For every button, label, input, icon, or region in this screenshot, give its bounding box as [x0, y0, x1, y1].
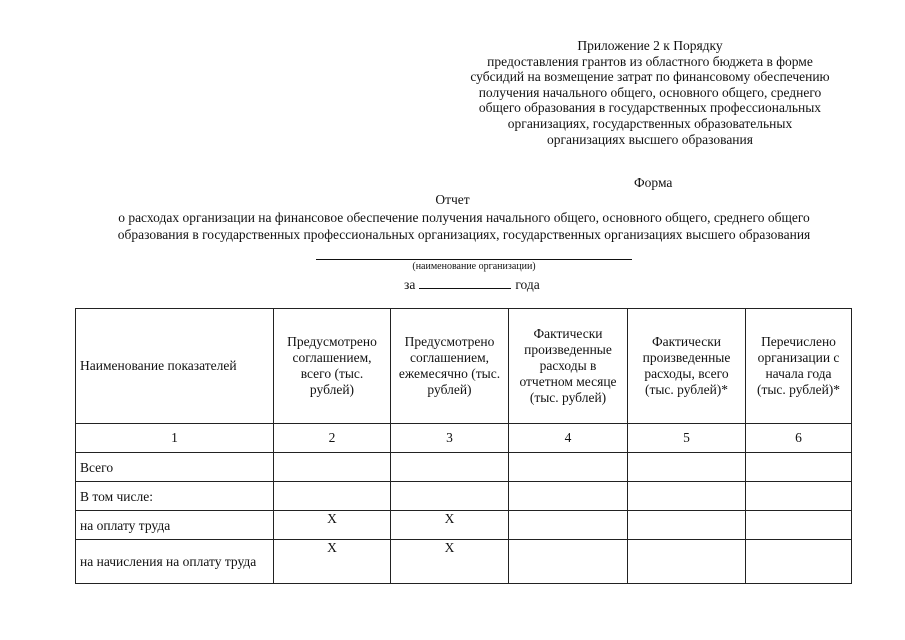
period-blank-line: [419, 276, 511, 289]
column-header: Перечислено организации с начала года (тыс. рублей)*: [746, 309, 852, 424]
table-cell: [509, 540, 628, 584]
table-cell: [391, 453, 509, 482]
appendix-line: общего образования в государственных профессиональных: [478, 100, 822, 116]
column-header: Фактически произведенные расходы, всего (тыс. рублей)*: [628, 309, 746, 424]
table-cell: X: [274, 511, 391, 540]
table-cell: X: [391, 511, 509, 540]
table-header-row: [76, 309, 852, 424]
column-number: 1: [76, 424, 274, 453]
form-label: Форма: [634, 175, 673, 190]
table-row: [76, 482, 852, 511]
report-title: Отчет: [435, 192, 470, 207]
row-label: Всего: [76, 453, 274, 482]
column-number: 3: [391, 424, 509, 453]
appendix-line: организациях высшего образования: [547, 131, 753, 147]
column-number: 5: [628, 424, 746, 453]
table-cell: [628, 511, 746, 540]
column-number: 2: [274, 424, 391, 453]
table-row: [76, 511, 852, 540]
table-cell: [746, 511, 852, 540]
table-cell: [746, 482, 852, 511]
table-cell: [628, 453, 746, 482]
table-row: [76, 453, 852, 482]
column-header: Фактически произведенные расходы в отчетном месяце (тыс. рублей): [509, 309, 628, 424]
report-subtitle: [40, 209, 888, 243]
table-cell: [746, 453, 852, 482]
column-number: 6: [746, 424, 852, 453]
column-number-row: [76, 424, 852, 453]
period-suffix: года: [515, 277, 540, 292]
appendix-header: [430, 38, 870, 147]
row-label: В том числе:: [76, 482, 274, 511]
column-number: 4: [509, 424, 628, 453]
appendix-line: предоставления грантов из областного бюджета в форме: [487, 53, 813, 69]
table-cell: [509, 482, 628, 511]
table-cell: [509, 453, 628, 482]
table-cell: X: [274, 540, 391, 584]
table-row: [76, 540, 852, 584]
column-header: Предусмотрено соглашением, всего (тыс. рублей): [274, 309, 391, 424]
report-period: [404, 276, 540, 293]
appendix-line: получения начального общего, основного общего, среднего: [478, 84, 822, 100]
column-header: Предусмотрено соглашением, ежемесячно (тыс. рублей): [391, 309, 509, 424]
table-cell: [391, 482, 509, 511]
organization-name-line: [316, 259, 632, 260]
expense-report-table: [75, 308, 852, 584]
appendix-line: субсидий на возмещение затрат по финансовому обеспечению: [470, 69, 830, 85]
table-cell: [746, 540, 852, 584]
row-label: на оплату труда: [76, 511, 274, 540]
table-cell: X: [391, 540, 509, 584]
report-subtitle-line: о расходах организации на финансовое обеспечение получения начального общего, основного общего, среднего общего: [118, 210, 810, 225]
organization-name-caption: (наименование организации): [412, 261, 536, 272]
table-cell: [274, 453, 391, 482]
row-label: на начисления на оплату труда: [76, 540, 274, 584]
appendix-line: Приложение 2 к Порядку: [577, 38, 723, 53]
report-subtitle-line: образования в государственных профессиональных организациях, государственных организациях высшего образования: [117, 227, 811, 242]
appendix-line: организациях, государственных образовательных: [507, 115, 793, 131]
table-cell: [274, 482, 391, 511]
table-cell: [628, 482, 746, 511]
table-cell: [628, 540, 746, 584]
column-header: Наименование показателей: [76, 309, 274, 424]
period-prefix: за: [404, 277, 416, 292]
table-cell: [509, 511, 628, 540]
